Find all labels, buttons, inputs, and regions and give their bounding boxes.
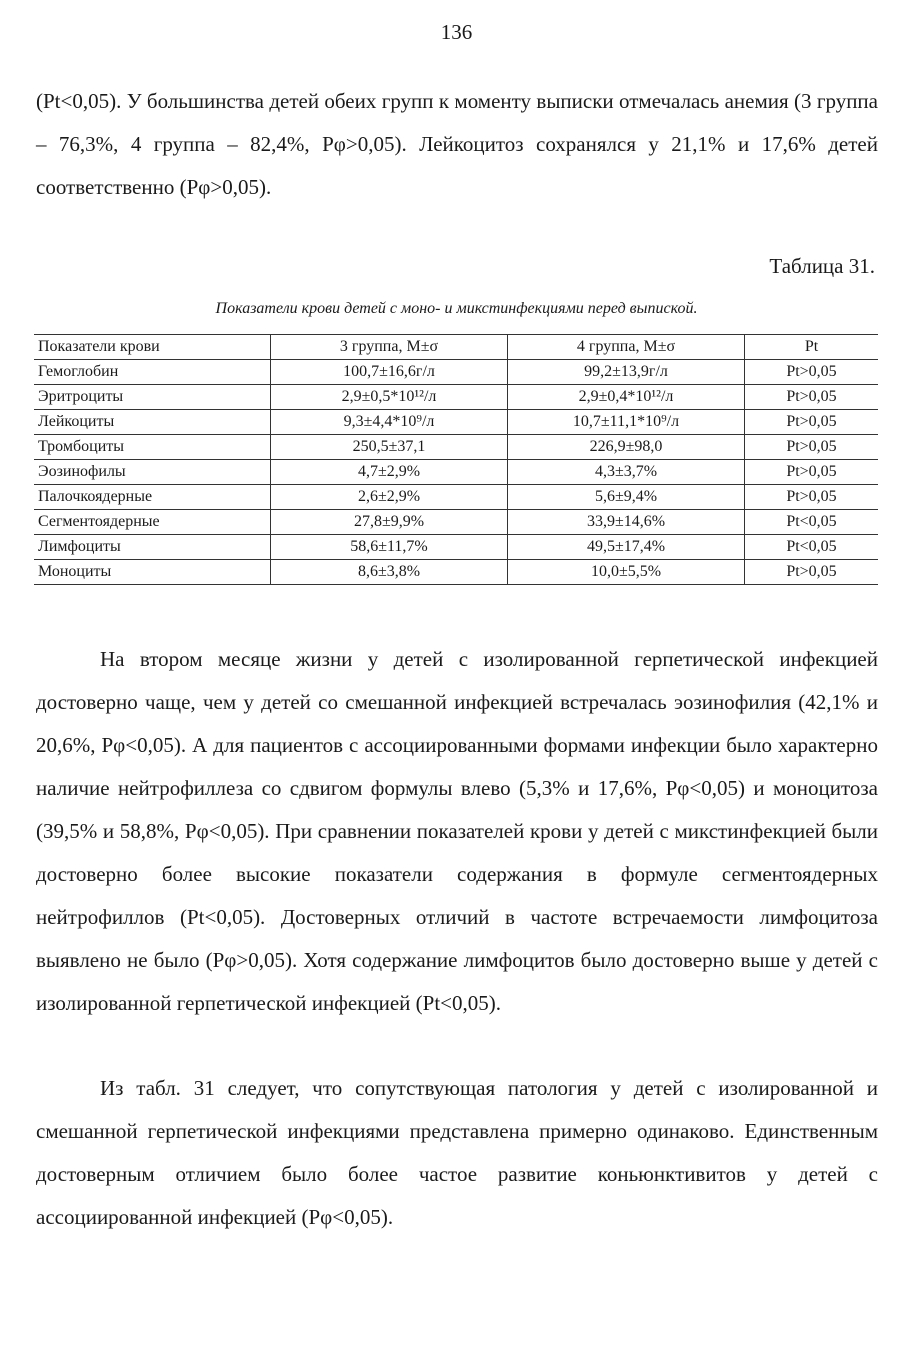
table-row: [34, 360, 878, 385]
table-row: [34, 410, 878, 435]
row-group-4: 4,3±3,7%: [508, 460, 745, 485]
row-group-4: 49,5±17,4%: [508, 535, 745, 560]
header-indicator: Показатели крови: [34, 335, 271, 360]
row-pt: Pt>0,05: [745, 560, 879, 585]
row-pt: Pt>0,05: [745, 410, 879, 435]
table-row: [34, 385, 878, 410]
paragraph-intro: (Pt<0,05). У большинства детей обеих групп к моменту выписки отмечалась анемия (3 группа – 76,3%, 4 группа – 82,4%, Рφ>0,05). Лейкоцитоз сохранялся у 21,1% и 17,6% детей соответственно (Рφ>0,05).: [36, 89, 878, 199]
row-group-3: 250,5±37,1: [271, 435, 508, 460]
row-pt: Pt>0,05: [745, 435, 879, 460]
row-indicator: Эозинофилы: [34, 460, 271, 485]
row-pt: Pt>0,05: [745, 360, 879, 385]
table-row: [34, 510, 878, 535]
paragraph-comorbidity: Из табл. 31 следует, что сопутствующая патология у детей с изолированной и смешанной герпетической инфекциями представлена примерно одинаково. Единственным достоверным отличием было более частое развитие коньюнктивитов у детей с ассоциированной инфекцией (Рφ<0,05).: [36, 1076, 878, 1229]
row-pt: Pt<0,05: [745, 535, 879, 560]
row-group-3: 100,7±16,6г/л: [271, 360, 508, 385]
table-row: [34, 535, 878, 560]
table-row: [34, 485, 878, 510]
row-pt: Pt>0,05: [745, 485, 879, 510]
row-group-3: 8,6±3,8%: [271, 560, 508, 585]
row-group-4: 5,6±9,4%: [508, 485, 745, 510]
row-indicator: Лимфоциты: [34, 535, 271, 560]
row-indicator: Лейкоциты: [34, 410, 271, 435]
row-group-4: 33,9±14,6%: [508, 510, 745, 535]
row-pt: Pt>0,05: [745, 460, 879, 485]
row-group-4: 2,9±0,4*10¹²/л: [508, 385, 745, 410]
row-indicator: Тромбоциты: [34, 435, 271, 460]
row-group-3: 9,3±4,4*10⁹/л: [271, 410, 508, 435]
header-pt: Pt: [745, 335, 879, 360]
row-pt: Pt>0,05: [745, 385, 879, 410]
header-group-3: 3 группа, M±σ: [271, 335, 508, 360]
row-group-3: 27,8±9,9%: [271, 510, 508, 535]
blood-indices-table: [34, 334, 878, 585]
row-group-3: 2,9±0,5*10¹²/л: [271, 385, 508, 410]
row-indicator: Гемоглобин: [34, 360, 271, 385]
table-row: [34, 560, 878, 585]
row-group-4: 99,2±13,9г/л: [508, 360, 745, 385]
row-indicator: Эритроциты: [34, 385, 271, 410]
paragraph-second-month: На втором месяце жизни у детей с изолированной герпетической инфекцией достоверно чаще, чем у детей со смешанной инфекцией встречалась эозинофилия (42,1% и 20,6%, Рφ<0,05). А для пациентов с ассоциированными формами инфекции было характерно наличие нейтрофиллеза со сдвигом формулы влево (5,3% и 17,6%, Рφ<0,05) и моноцитоза (39,5% и 58,8%, Рφ<0,05). При сравнении показателей крови у детей с микстинфекцией были достоверно более высокие показатели содержания в формуле сегментоядерных нейтрофиллов (Pt<0,05). Достоверных отличий в частоте встречаемости лимфоцитоза выявлено не было (Рφ>0,05). Хотя содержание лимфоцитов было достоверно выше у детей с изолированной герпетической инфекцией (Pt<0,05).: [36, 647, 878, 1015]
header-group-4: 4 группа, M±σ: [508, 335, 745, 360]
row-group-4: 226,9±98,0: [508, 435, 745, 460]
row-group-3: 2,6±2,9%: [271, 485, 508, 510]
row-group-3: 4,7±2,9%: [271, 460, 508, 485]
table-row: [34, 460, 878, 485]
row-indicator: Палочкоядерные: [34, 485, 271, 510]
page-number: 136: [440, 20, 473, 44]
row-indicator: Моноциты: [34, 560, 271, 585]
table-caption: Таблица 31.: [769, 254, 875, 278]
table-row: [34, 435, 878, 460]
row-group-4: 10,0±5,5%: [508, 560, 745, 585]
table-header-row: [34, 335, 878, 360]
row-group-3: 58,6±11,7%: [271, 535, 508, 560]
row-indicator: Сегментоядерные: [34, 510, 271, 535]
table-title: Показатели крови детей с моно- и микстинфекциями перед выпиской.: [215, 300, 698, 317]
row-group-4: 10,7±11,1*10⁹/л: [508, 410, 745, 435]
row-pt: Pt<0,05: [745, 510, 879, 535]
